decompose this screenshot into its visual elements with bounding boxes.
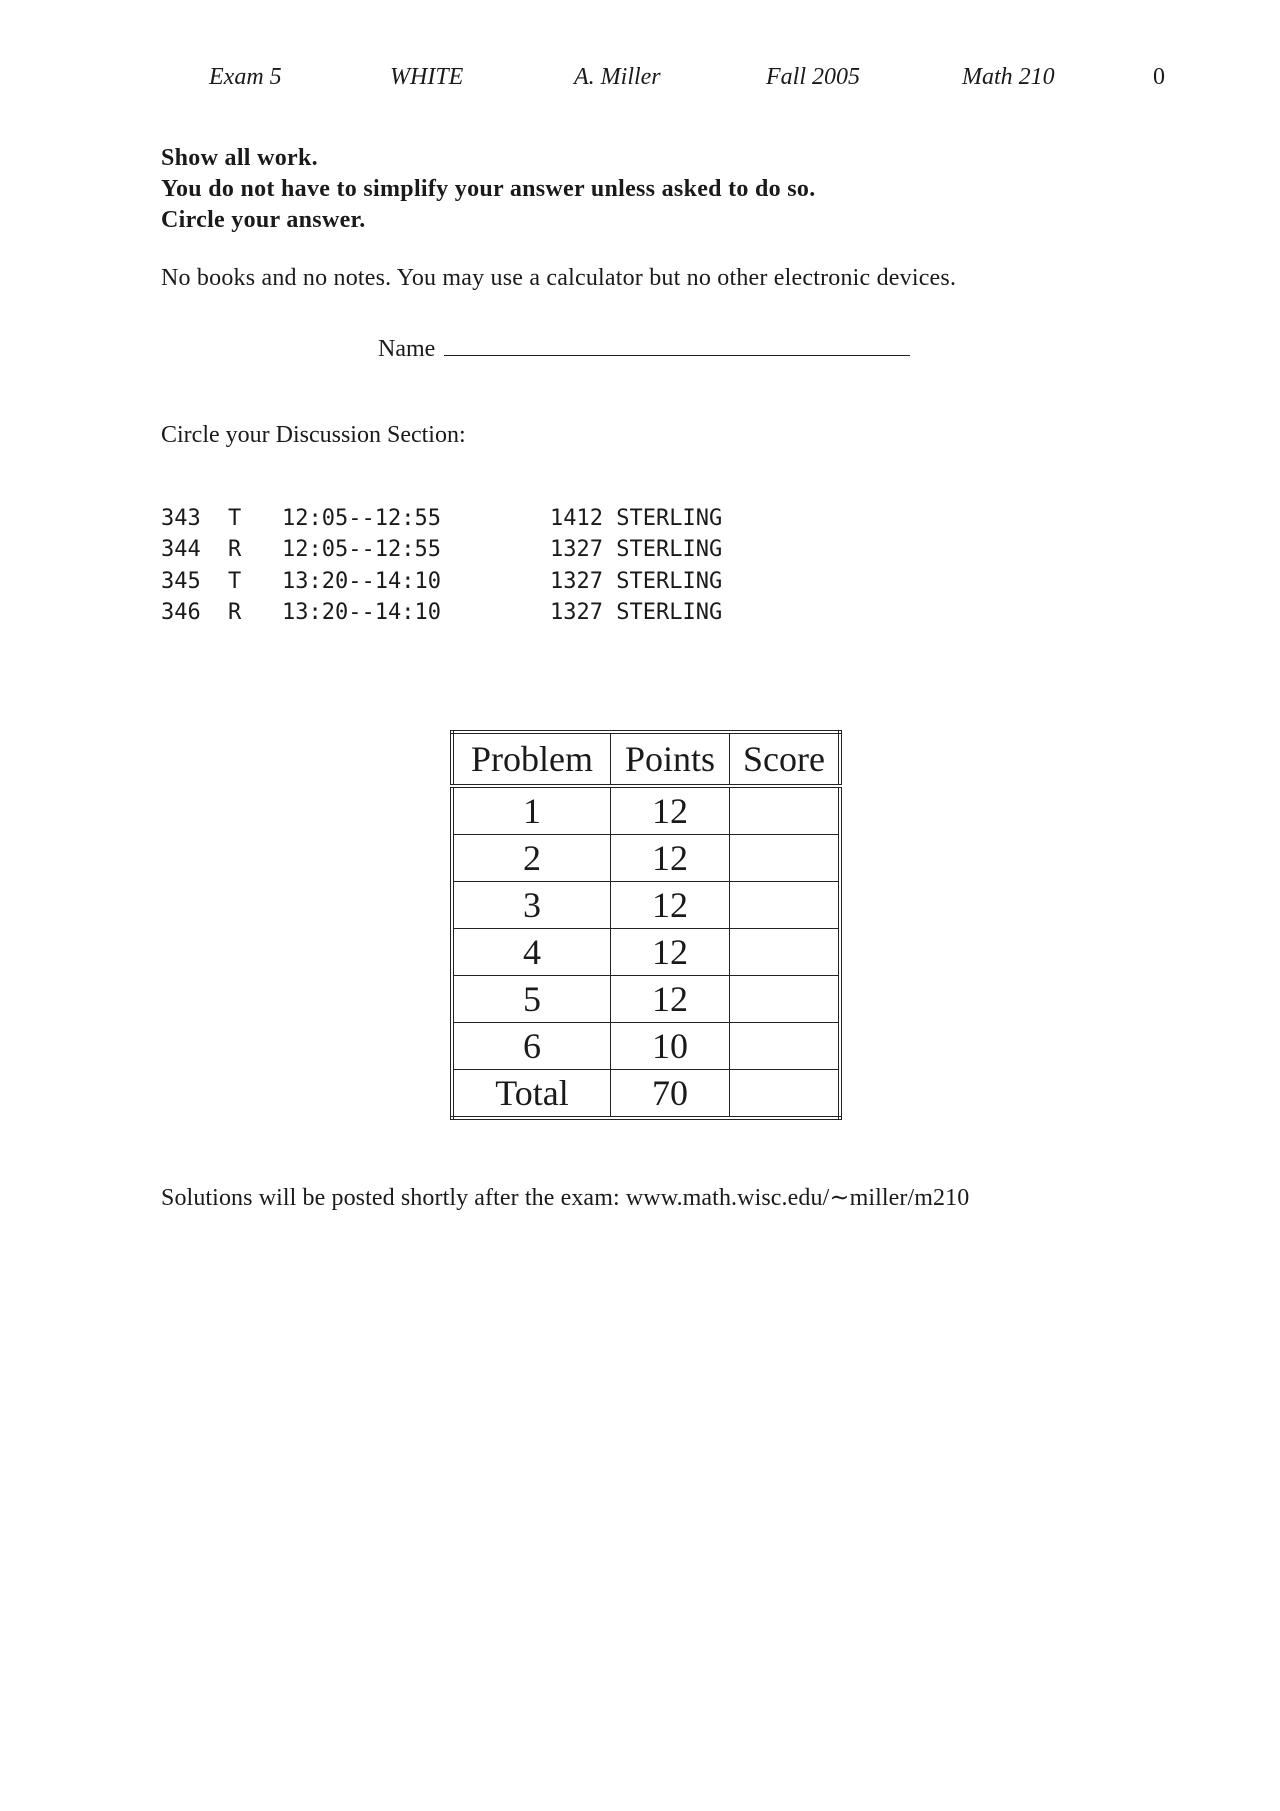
- section-room: 1327 STERLING: [550, 599, 723, 625]
- section-time: 13:20--14:10: [282, 568, 441, 594]
- score-cell[interactable]: [730, 882, 841, 929]
- table-row: [452, 835, 840, 882]
- problem-cell: 1: [452, 786, 611, 835]
- problem-cell: 5: [452, 976, 611, 1023]
- instructions: [161, 143, 816, 236]
- section-day: R: [228, 537, 242, 563]
- problem-cell: 6: [452, 1023, 611, 1070]
- points-cell: 12: [611, 835, 730, 882]
- score-cell[interactable]: [730, 786, 841, 835]
- instruction-line: Circle your answer.: [161, 207, 366, 233]
- score-cell[interactable]: [730, 1023, 841, 1070]
- section-time: 12:05--12:55: [282, 506, 441, 531]
- problem-cell: 3: [452, 882, 611, 929]
- score-cell[interactable]: [730, 929, 841, 976]
- course-name: Math 210: [962, 64, 1055, 90]
- score-table: [450, 730, 842, 1120]
- exam-color: WHITE: [390, 64, 464, 90]
- score-cell[interactable]: [730, 1070, 841, 1119]
- section-day: R: [228, 599, 242, 625]
- score-cell[interactable]: [730, 835, 841, 882]
- table-row: [452, 976, 840, 1023]
- header-score: Score: [730, 732, 841, 786]
- table-row: [452, 882, 840, 929]
- section-time: 12:05--12:55: [282, 537, 441, 563]
- section-room: 1412 STERLING: [550, 506, 723, 531]
- term: Fall 2005: [766, 64, 860, 90]
- points-cell: 70: [611, 1070, 730, 1119]
- section-time: 13:20--14:10: [282, 599, 441, 625]
- section-prompt: Circle your Discussion Section:: [161, 422, 466, 448]
- section-number: 343: [161, 506, 201, 531]
- table-row: [452, 929, 840, 976]
- points-cell: 12: [611, 882, 730, 929]
- exam-rules: No books and no notes. You may use a calculator but no other electronic devices.: [161, 265, 957, 291]
- name-label: Name: [378, 336, 436, 362]
- problem-cell: 2: [452, 835, 611, 882]
- page-header: [0, 64, 1280, 94]
- points-cell: 10: [611, 1023, 730, 1070]
- score-cell[interactable]: [730, 976, 841, 1023]
- solutions-note: Solutions will be posted shortly after the exam: www.math.wisc.edu/∼miller/m210: [161, 1185, 970, 1211]
- name-field-line[interactable]: [444, 355, 910, 356]
- table-header-row: [452, 732, 840, 786]
- section-day: T: [228, 568, 242, 594]
- problem-cell: Total: [452, 1070, 611, 1119]
- page-number: 0: [1153, 64, 1165, 90]
- instruction-line: You do not have to simplify your answer unless asked to do so.: [161, 176, 816, 202]
- section-number: 346: [161, 599, 201, 625]
- instructor-name: A. Miller: [574, 64, 661, 90]
- header-points: Points: [611, 732, 730, 786]
- points-cell: 12: [611, 976, 730, 1023]
- section-day: T: [228, 506, 242, 531]
- section-number: 345: [161, 568, 201, 594]
- points-cell: 12: [611, 929, 730, 976]
- section-room: 1327 STERLING: [550, 568, 723, 594]
- section-number: 344: [161, 537, 201, 563]
- points-cell: 12: [611, 786, 730, 835]
- header-problem: Problem: [452, 732, 611, 786]
- problem-cell: 4: [452, 929, 611, 976]
- table-row: [452, 786, 840, 835]
- table-row: [452, 1023, 840, 1070]
- section-room: 1327 STERLING: [550, 537, 723, 563]
- exam-label: Exam 5: [209, 64, 282, 90]
- table-row-total: [452, 1070, 840, 1119]
- instruction-line: Show all work.: [161, 145, 318, 171]
